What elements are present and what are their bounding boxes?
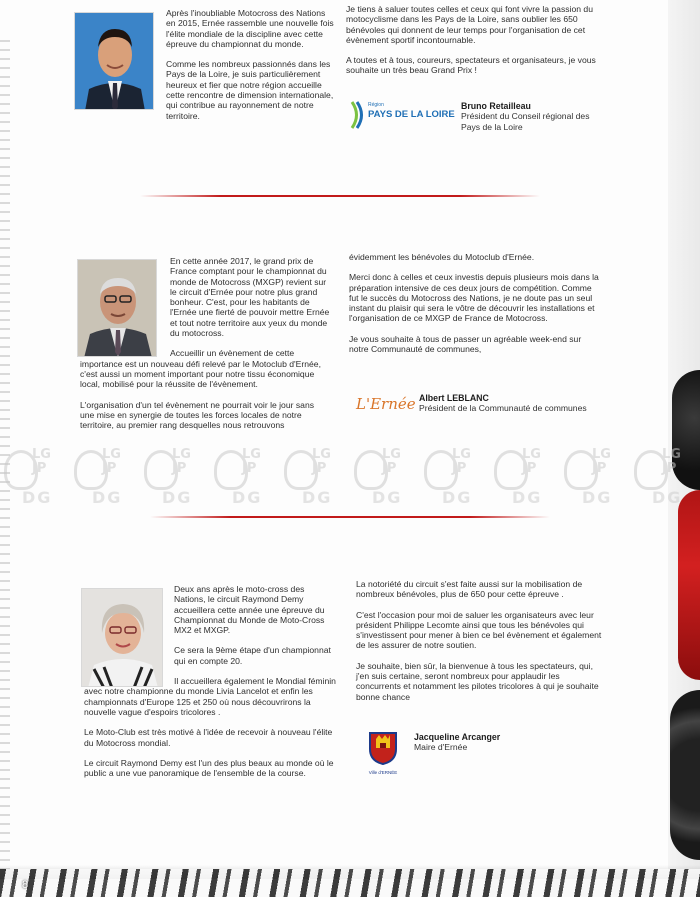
section1-para-3: Je tiens à saluer toutes celles et ceux qui font vivre la passion du motocyclisme dans les Pays de la Loire, sans oublier les 650 bénévoles qui donnent de leur temps pour l'organisation de cet évènement sportif incontournable. (346, 4, 593, 45)
signature-role-leblanc: Président de la Communauté de communes (419, 403, 587, 414)
section2-para-6: Je vous souhaite à tous de passer un agréable week-end sur notre Communauté de communes, (349, 333, 582, 355)
signature-name-arcanger: Jacqueline Arcanger (414, 732, 501, 742)
section3-para-3: Il accueillera également le Mondial féminin avec notre championne du monde Livia Lancelot et enfin les championnats d'Europe 125 et 250 où nous découvrirons la nouvelle vague d'espoirs tricolores . (84, 676, 336, 717)
section2-para-3: L'organisation d'un tel évènement ne pourrait voir le jour sans une mise en synergie de toutes les forces locales de notre territoire, au premier rang desquelles nous retrouvons (80, 399, 315, 431)
crest-label: Ville d'ERNÉE (368, 770, 398, 775)
ernee-community-logo: L'Ernée (356, 395, 416, 413)
section3-para-6: La notoriété du circuit s'est faite aussi sur la mobilisation de nombreux bénévoles, plus de 650 pour cette épreuve . (356, 579, 583, 600)
section2-right-text (349, 252, 599, 364)
section3-para-2: Ce sera la 9ème étape d'un championnat qui en compte 20. (174, 645, 331, 666)
section1-para-2: Comme les nombreux passionnés dans les Pays de la Loire, je suis particulièrement heureux et fier que notre région accueille cette rencontre de dimension internationale, qui contribue au rayonnement de notre territoire. (166, 59, 334, 121)
section2-para-2: Accueillir un évènement de cette importance est un nouveau défi relevé par le Motoclub d'Ernée, c'est aussi un moment important pour notre tissu économique local, mobilisé pour la réussite de l'évènement. (80, 348, 321, 390)
motorcycle-detail-red (678, 490, 700, 680)
section2-left-text (80, 256, 330, 440)
section1-para-4: A toutes et à tous, coureurs, spectateurs et organisateurs, je vous souhaite un très beau Grand Prix ! (346, 55, 596, 76)
signature-name-retailleau: Bruno Retailleau (461, 101, 531, 111)
section2-para-5: Merci donc à celles et ceux investis depuis plusieurs mois dans la préparation intensive de ces deux jours de compétition. Comme fut le succès du Motocross des Nations, je ne doute pas un seul instant du plaisir qui sera le vôtre de découvrir les installations et l'organisation de ce MXGP de France de Motocross. (349, 272, 599, 324)
watermark-mark: LG JP DG (74, 446, 138, 512)
motorcycle-tire (670, 690, 700, 860)
section3-right-text (356, 579, 606, 712)
watermark-mark: LG JP DG (564, 446, 628, 512)
bottom-grunge-strip (0, 869, 700, 897)
section1-right-text (346, 4, 598, 86)
section1-signature (461, 101, 601, 132)
section2-para-1: En cette année 2017, le grand prix de France comptant pour le championnat du monde de Motocross (MXGP) revient sur le circuit d'Ernée pour notre plus grand bonheur. C'est, pour les habitants de l'Ernée une fierté de pouvoir mettre Ernée et tout notre territoire aux yeux du monde du motocross. (170, 256, 330, 339)
section3-left-text (84, 584, 336, 788)
watermark-mark: LG JP DG (284, 446, 348, 512)
ernee-town-crest (368, 731, 398, 773)
watermark-mark: LG JP DG (144, 446, 208, 512)
page-number: 8 (22, 879, 29, 891)
pays-de-la-loire-logo (349, 100, 455, 130)
watermark-mark: LG JP DG (494, 446, 558, 512)
watermark-row (0, 446, 700, 516)
signature-name-leblanc: Albert LEBLANC (419, 393, 489, 403)
section3-para-1: Deux ans après le moto-cross des Nations, le circuit Raymond Demy accueillera cette année une épreuve du Championnat du Monde de Moto-Cross MX2 et MXGP. (174, 584, 325, 636)
section3-para-7: C'est l'occasion pour moi de saluer les organisateurs avec leur président Philippe Lecomte ainsi que tous les bénévoles qui s'investissent pour mener à bien ce bel évènement et également de les assurer de notre soutien. (356, 609, 602, 651)
section3-signature (414, 732, 574, 753)
watermark-mark: LG JP DG (4, 446, 68, 512)
section3-para-5: Le circuit Raymond Demy est l'un des plus beaux au monde où le public a une vue panoramique de l'ensemble de la course. (84, 757, 334, 779)
signature-role-retailleau: Président du Conseil régional des Pays de la Loire (461, 111, 590, 132)
section3-para-8: Je souhaite, bien sûr, la bienvenue à tous les spectateurs, qui, j'en suis certaine, seront nombreux pour applaudir les concurrents et notamment les pilotes tricolores à qui je souhaite bonne chance (356, 660, 599, 702)
section-divider-1 (140, 195, 540, 197)
watermark-mark: LG JP DG (424, 446, 488, 512)
watermark-mark: LG JP DG (634, 446, 698, 512)
section-divider-2 (150, 516, 550, 518)
signature-role-arcanger: Maire d'Ernée (414, 742, 468, 753)
section2-para-4: évidemment les bénévoles du Motoclub d'Ernée. (349, 252, 535, 262)
pdl-logo-main: PAYS DE LA LOIRE (368, 109, 455, 120)
section1-left-text (74, 8, 334, 131)
watermark-mark: LG JP DG (354, 446, 418, 512)
section2-signature (419, 393, 619, 414)
watermark-mark: LG JP DG (214, 446, 278, 512)
section1-para-1: Après l'inoubliable Motocross des Nations en 2015, Ernée rassemble une nouvelle fois l'élite mondiale de la discipline avec cette épreuve du championnat du monde. (166, 8, 334, 49)
pdl-logo-small: Région (368, 102, 384, 108)
section3-para-4: Le Moto-Club est très motivé à l'idée de recevoir à nouveau l'élite du Motocross mondial. (84, 727, 333, 748)
